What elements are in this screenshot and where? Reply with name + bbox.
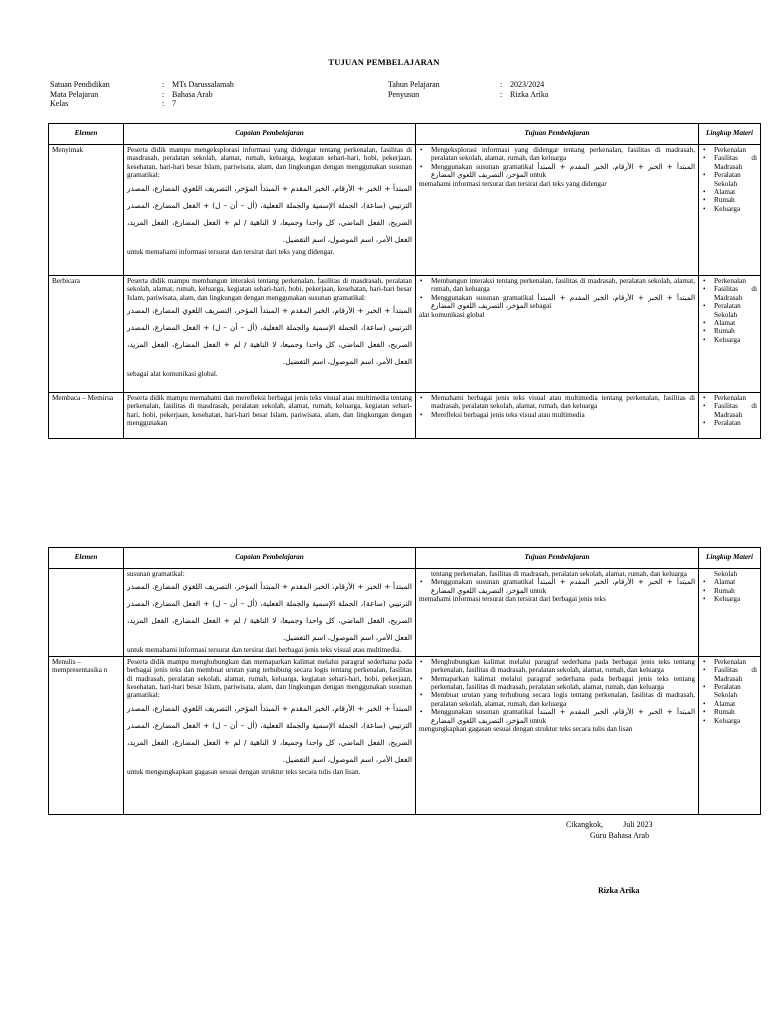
arabic-grammar: المبتدأ + الخبر + الأرقام، الخبر المقدم + المبتدأ المؤخر، التصريف اللغوي المضارع، المصدر الترتيبي (ساعة)، الجملة الإسمية والجملة الفعلية، (أل – أن – ل) + الفعل المضارع، المصدر الصريح، الفعل الماضي، كل واحدا وجميعا، لا الناهية / لم + الفعل المضارع، الفعل المزيد، الفعل الأمر، اسم الموصول، اسم التفضيل. <box>127 306 412 367</box>
header-elemen: Elemen <box>49 124 124 145</box>
cell-capaian <box>124 145 416 276</box>
cp-text: susunan gramatikal: <box>127 570 185 578</box>
list-item: • Alamat <box>702 188 757 196</box>
list-item: • Alamat <box>702 578 757 586</box>
meta-value: Bahasa Arab <box>172 89 213 99</box>
arabic-inline: المبتدأ + الخبر + الأرقام، <box>612 708 696 717</box>
meta-label: Penyusun <box>388 89 420 99</box>
list-item: • Fasilitas di Madrasah <box>702 154 757 171</box>
meta-colon: : <box>162 99 165 109</box>
table-row-membaca <box>49 393 761 439</box>
list-item: • Fasilitas di Madrasah <box>702 666 757 683</box>
tp-text: untuk <box>529 586 547 595</box>
table-row-berbicara <box>49 276 761 393</box>
header-lingkup: Lingkup Materi <box>699 124 761 145</box>
list-item: • Peralatan Sekolah <box>702 683 757 700</box>
meta-label: Tahun Pelajaran <box>388 80 440 89</box>
tp-text: Menggunakan susunan gramatikal <box>431 708 534 717</box>
meta-value: 7 <box>172 99 176 109</box>
cell-lingkup <box>699 656 761 814</box>
cell-tujuan <box>416 393 699 439</box>
tp-continued: tentang perkenalan, fasilitas di madrasah, peralatan sekolah, alamat, rumah, dan keluarga <box>431 570 687 578</box>
list-item: • Peralatan Sekolah <box>702 171 757 188</box>
meta-label: Mata Pelajaran <box>50 89 99 99</box>
list-item: • Rumah <box>702 196 757 204</box>
list-item: • Memaparkan kalimat melalui paragraf sederhana pada berbagai jenis teks tentang perkenalan, fasilitas di madrasah, peralatan sekolah, alamat, rumah, dan keluarga <box>419 675 695 692</box>
meta-value: MTs Darussalamah <box>172 80 234 89</box>
arabic-inline: المبتدأ + الخبر + الأرقام، <box>612 162 696 171</box>
cp-text: Peserta didik mampu membangun interaksi tentang perkenalan, fasilitas di masdrasah, peralatan sekolah, alamat, rumah, keluarga, kegiatan sehari-hari, hobi, pekerjaan, kesehatan, hari-hari besar Islam, pariwisata, alam, dan lingkungan dengan menggunakan susunan gramatikal: <box>127 277 412 302</box>
cell-lingkup <box>699 145 761 276</box>
tp-text: untuk <box>529 716 547 725</box>
cell-elemen: Menulis – mempresentasika n <box>49 656 124 814</box>
list-item <box>419 708 695 725</box>
meta-colon: : <box>500 89 503 99</box>
lingkup-list <box>702 394 757 428</box>
list-item: • Keluarga <box>702 205 757 213</box>
tp-list <box>419 277 695 311</box>
meta-row-kelas <box>50 99 234 109</box>
table-header-row <box>49 124 761 145</box>
header-capaian: Capaian Pembelajaran <box>124 548 416 569</box>
cell-elemen <box>49 569 124 657</box>
list-item: • Rumah <box>702 327 757 335</box>
meta-value: 2023/2024 <box>510 80 545 89</box>
arabic-grammar: المبتدأ + الخبر + الأرقام، الخبر المقدم + المبتدأ المؤخر، التصريف اللغوي المضارع، المصدر الترتيبي (ساعة)، الجملة الإسمية والجملة الفعلية، (أل – أن – ل) + الفعل المضارع، المصدر الصريح، الفعل الماضي، كل واحدا وجميعا، لا الناهية / لم + الفعل المضارع، الفعل المزيد، الفعل الأمر، اسم الموصول، اسم التفضيل. <box>127 703 412 764</box>
meta-colon: : <box>162 80 165 89</box>
list-item: • Merefleksi berbagai jenis teks visual atau multimedia <box>419 411 695 419</box>
cell-capaian <box>124 656 416 814</box>
table-row-membaca-continued <box>49 569 761 657</box>
meta-colon: : <box>162 89 165 99</box>
tp-text: Menggunakan susunan gramatikal <box>431 293 534 302</box>
list-item: • Alamat <box>702 700 757 708</box>
cell-elemen: Membaca – Memirsa <box>49 393 124 439</box>
list-item <box>419 294 695 311</box>
list-item: • Perkenalan <box>702 394 757 402</box>
tp-tail: memahami informasi tersurat dan tersirat dari teks yang didengar <box>419 179 607 188</box>
learning-objectives-table-1 <box>48 123 761 439</box>
arabic-inline: الخبر المقدم + المبتدأ المؤخر، التصريف اللغوي المضارع <box>431 708 609 725</box>
tp-list <box>419 578 695 595</box>
cp-tail: sebagai alat komunikasi global. <box>127 370 218 379</box>
list-item: • Perkenalan <box>702 146 757 154</box>
tp-list <box>419 146 695 180</box>
signature-name: Rizka Arika <box>598 886 640 895</box>
list-item: • Memahami berbagai jenis teks visual atau multimedia tentang perkenalan, fasilitas di madrasah, peralatan sekolah, alamat, rumah, dan keluarga <box>419 394 695 411</box>
list-item: • Keluarga <box>702 595 757 603</box>
arabic-inline: الخبر المقدم + المبتدأ المؤخر، التصريف اللغوي المضارع <box>431 578 609 595</box>
meta-label: Satuan Pendidikan <box>50 80 110 89</box>
cell-tujuan <box>416 569 699 657</box>
meta-right <box>388 80 548 99</box>
header-tujuan: Tujuan Pembelajaran <box>416 124 699 145</box>
header-tujuan: Tujuan Pembelajaran <box>416 548 699 569</box>
tp-text: untuk <box>529 171 547 180</box>
cell-capaian <box>124 569 416 657</box>
list-item: • Rumah <box>702 708 757 716</box>
arabic-inline: الخبر المقدم + المبتدأ المؤخر، التصريف اللغوي المضارع <box>431 162 609 180</box>
cell-capaian <box>124 393 416 439</box>
list-item: • Fasilitas di Madrasah <box>702 285 757 302</box>
list-item <box>419 578 695 595</box>
header-elemen: Elemen <box>49 548 124 569</box>
cp-tail: untuk mengungkapkan gagasan sesuai dengan struktur teks secara tulis dan lisan. <box>127 767 361 776</box>
meta-row-satuan <box>50 80 234 90</box>
tp-tail: memahami informasi tersurat dan tersirat dari berbagai jenis teks <box>419 595 606 604</box>
cell-tujuan <box>416 656 699 814</box>
list-item: • Rumah <box>702 587 757 595</box>
header-capaian: Capaian Pembelajaran <box>124 124 416 145</box>
arabic-inline: المبتدأ + الخبر + الأرقام، <box>612 578 696 587</box>
list-item: • Keluarga <box>702 336 757 344</box>
arabic-inline: المبتدأ + الخبر + الأرقام، <box>612 293 696 302</box>
list-item: • Membuat urutan yang terhubung secara logis tentang perkenalan, fasilitas di madrasah, peralatan sekolah, alamat, rumah, dan keluarga <box>419 691 695 708</box>
list-item: • Fasilitas di Madrasah <box>702 402 757 419</box>
learning-objectives-table-2 <box>48 547 761 815</box>
cp-tail: untuk memahami informasi tersurat dan tersirat dari berbagai jenis teks visual atau multimedia. <box>127 646 402 655</box>
tp-tail: alat komunikasi global <box>419 310 485 319</box>
arabic-grammar: المبتدأ + الخبر + الأرقام، الخبر المقدم + المبتدأ المؤخر، التصريف اللغوي المضارع، المصدر الترتيبي (ساعة)، الجملة الإسمية والجملة الفعلية، (أل – أن – ل) + الفعل المضارع، المصدر الصريح، الفعل الماضي، كل واحدا وجميعا، لا الناهية / لم + الفعل المضارع، الفعل المزيد، الفعل الأمر، اسم الموصول، اسم التفضيل. <box>127 582 412 643</box>
cell-lingkup <box>699 276 761 393</box>
meta-row-mapel <box>50 90 234 100</box>
tp-text: Menggunakan susunan gramatikal <box>431 578 534 587</box>
lingkup-list <box>702 578 757 603</box>
meta-row-penyusun <box>388 90 548 100</box>
cp-text: Peserta didik mampu menghubungkan dan memaparkan kalimat melalui paragraf sederhana pada berbagai jenis teks dan membuat urutan yang terhubung secara logis tentang perkenalan, fasilitas di madrasah, peralatan sekolah, alamat, rumah, keluarga, kegiatan sehari-hari, hobi, pekerjaan, kesehatan, hari-hari besar Islam, pariwisata, alam, dan lingkungan dengan menggunakan susunan gramatikal: <box>127 657 412 700</box>
cell-elemen: Berbicara <box>49 276 124 393</box>
tp-text: Menggunakan susunan gramatikal <box>431 162 534 171</box>
cell-lingkup <box>699 569 761 657</box>
cell-capaian <box>124 276 416 393</box>
list-item: • Membangun interaksi tentang perkenalan, fasilitas di madrasah, peralatan sekolah, alamat, rumah, dan keluarga <box>419 277 695 294</box>
cp-tail: untuk memahami informasi tersurat dan tersirat dari teks yang didengar. <box>127 247 335 256</box>
cp-text: Peserta didik mampu mengeksplorasi informasi yang didengar tentang perkenalan, fasilitas di masdrasah, peralatan sekolah, alamat, rumah, keluarga, kegiatan sehari-hari, hobi, pekerjaan, kesehatan, hari-hari besar Islam, pariwisata, alam, dan lingkungan dengan menggunakan susunan gramatikal: <box>127 146 412 180</box>
tp-list <box>419 394 695 419</box>
list-item: • Perkenalan <box>702 277 757 285</box>
page-title: TUJUAN PEMBELAJARAN <box>328 57 440 67</box>
signature-role: Guru Bahasa Arab <box>590 831 650 840</box>
meta-label: Kelas <box>50 99 69 109</box>
cell-tujuan <box>416 145 699 276</box>
table-header-row <box>49 548 761 569</box>
cell-tujuan <box>416 276 699 393</box>
table-row-menulis <box>49 656 761 814</box>
tp-tail: mengungkapkan gagasan sesuai dengan struktur teks secara tulis dan lisan <box>419 725 633 734</box>
arabic-inline: الخبر المقدم + المبتدأ المؤخر، التصريف اللغوي المضارع <box>431 293 609 311</box>
cell-elemen: Menyimak <box>49 145 124 276</box>
list-item <box>419 163 695 180</box>
meta-row-tahun <box>388 80 548 90</box>
meta-left <box>50 80 234 109</box>
list-item: • Keluarga <box>702 717 757 725</box>
arabic-grammar: المبتدأ + الخبر + الأرقام، الخبر المقدم + المبتدأ المؤخر، التصريف اللغوي المضارع، المصدر الترتيبي (ساعة)، الجملة الإسمية والجملة الفعلية، (أل – أن – ل) + الفعل المضارع، المصدر الصريح، الفعل الماضي، كل واحدا وجميعا، لا الناهية / لم + الفعل المضارع، الفعل المزيد، الفعل الأمر، اسم الموصول، اسم التفضيل. <box>127 183 412 244</box>
signature-place-date: Cikangkok, Juli 2023 <box>566 820 653 829</box>
list-item: • Perkenalan <box>702 658 757 666</box>
list-item: • Mengeksplorasi informasi yang didengar tentang perkenalan, fasilitas di madrasah, peralatan sekolah, alamat, rumah, dan keluarga <box>419 146 695 163</box>
meta-colon: : <box>500 80 503 89</box>
table-row-menyimak <box>49 145 761 276</box>
meta-value: Rizka Arika <box>510 89 549 99</box>
list-item: • Peralatan Sekolah <box>702 302 757 319</box>
lingkup-list <box>702 658 757 725</box>
header-lingkup: Lingkup Materi <box>699 548 761 569</box>
list-item: • Peralatan <box>702 419 757 427</box>
cell-lingkup <box>699 393 761 439</box>
tp-text: sebagai <box>529 302 552 311</box>
lingkup-list <box>702 277 757 344</box>
lingkup-continued: Sekolah <box>714 570 738 578</box>
lingkup-list <box>702 146 757 213</box>
list-item: • Menghubungkan kalimat melalui paragraf sederhana pada berbagai jenis teks tentang perkenalan, fasilitas di madrasah, peralatan sekolah, alamat, rumah, dan keluarga <box>419 658 695 675</box>
cp-text: Peserta didik mampu memahami dan merefleksi berbagai jenis teks visual atau multimedia tentang perkenalan, fasilitas di masdrasah, peralatan sekolah, alamat, rumah, keluarga, kegiatan sehari-hari, hobi, pekerjaan, kesehatan, hari-hari besar Islam, pariwisata, alam, dan lingkungan dengan menggunakan <box>127 394 412 428</box>
list-item: • Alamat <box>702 319 757 327</box>
tp-list <box>419 658 695 725</box>
